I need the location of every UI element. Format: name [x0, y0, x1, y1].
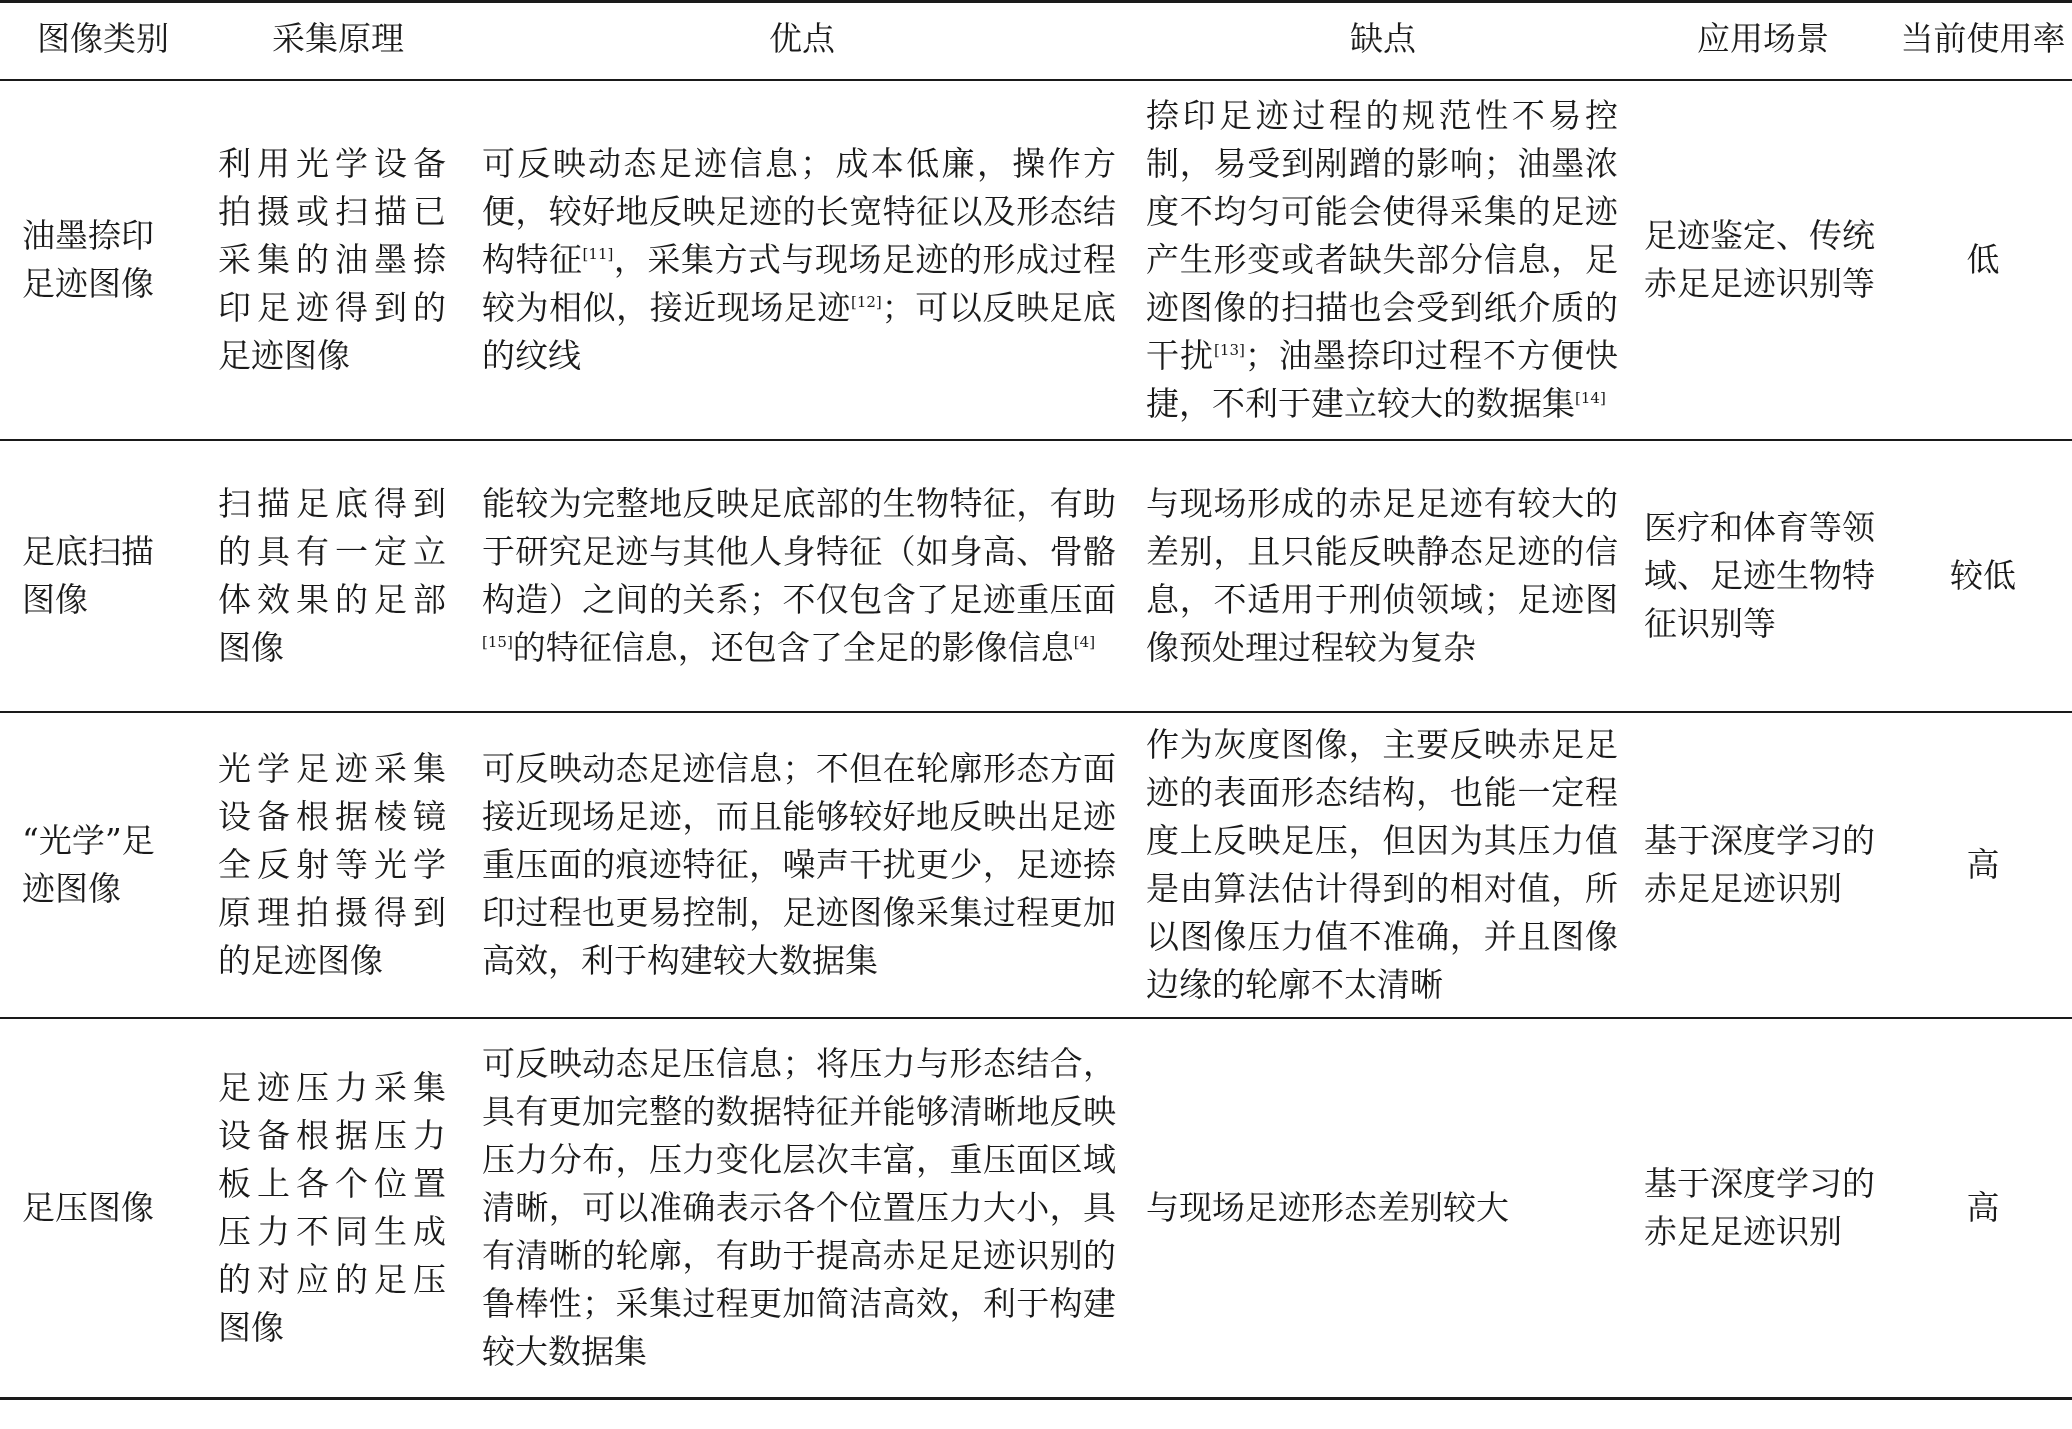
- table-row: [0, 80, 2072, 440]
- cell-disadvantages: [1134, 1018, 1632, 1398]
- citation-ref: [13]: [1214, 341, 1245, 359]
- cell-category: 足底扫描图像: [0, 440, 206, 712]
- cell-usage-rate: 低: [1894, 80, 2072, 440]
- advantage-text: ；可以反映足底的纹线: [482, 288, 1117, 375]
- advantage-text: 可反映动态足压信息；将压力与形态结合，具有更加完整的数据特征并能够清晰地反映压力分布，压力变化层次丰富，重压面区域清晰，可以准确表示各个位置压力大小，具有清晰的轮廓，有助于提高赤足足迹识别的鲁棒性；采集过程更加简洁高效，利于构建较大数据集: [482, 1043, 1116, 1371]
- citation-ref: [15]: [482, 633, 513, 651]
- cell-application: 医疗和体育等领域、足迹生物特征识别等: [1632, 440, 1894, 712]
- advantage-text: 可反映动态足迹信息；成本低廉，操作方便，较好地反映足迹的长宽特征以及形态结构特征: [482, 144, 1116, 279]
- header-disadvantages: 缺点: [1134, 2, 1632, 81]
- cell-advantages: [470, 440, 1134, 712]
- cell-principle: 利用光学设备拍摄或扫描已采集的油墨捺印足迹得到的足迹图像: [206, 80, 470, 440]
- advantage-text: 可反映动态足迹信息；不但在轮廓形态方面接近现场足迹，而且能够较好地反映出足迹重压面的痕迹特征，噪声干扰更少，足迹捺印过程也更易控制，足迹图像采集过程更加高效，利于构建较大数据集: [482, 749, 1116, 980]
- disadvantage-text: 与现场形成的赤足足迹有较大的差别，且只能反映静态足迹的信息，不适用于刑侦领域；足迹图像预处理过程较为复杂: [1146, 484, 1618, 667]
- header-image-category: 图像类别: [0, 2, 206, 81]
- header-advantages: 优点: [470, 2, 1134, 81]
- cell-usage-rate: 较低: [1894, 440, 2072, 712]
- header-usage-rate: 当前使用率: [1894, 2, 2072, 81]
- cell-principle: 扫描足底得到的具有一定立体效果的足部图像: [206, 440, 470, 712]
- cell-category: 足压图像: [0, 1018, 206, 1398]
- advantage-text: ，采集方式与现场足迹的形成过程较为相似，接近现场足迹: [482, 240, 1117, 327]
- cell-category: “光学”足迹图像: [0, 712, 206, 1018]
- cell-usage-rate: 高: [1894, 712, 2072, 1018]
- disadvantage-text: 与现场足迹形态差别较大: [1146, 1187, 1509, 1227]
- cell-disadvantages: [1134, 440, 1632, 712]
- cell-application: 基于深度学习的赤足足迹识别: [1632, 712, 1894, 1018]
- cell-disadvantages: [1134, 712, 1632, 1018]
- header-application: 应用场景: [1632, 2, 1894, 81]
- disadvantage-text: 捺印足迹过程的规范性不易控制，易受到剐蹭的影响；油墨浓度不均匀可能会使得采集的足迹产生形变或者缺失部分信息，足迹图像的扫描也会受到纸介质的干扰: [1146, 96, 1618, 375]
- disadvantage-text: 作为灰度图像，主要反映赤足足迹的表面形态结构，也能一定程度上反映足压，但因为其压力值是由算法估计得到的相对值，所以图像压力值不准确，并且图像边缘的轮廓不太清晰: [1146, 725, 1618, 1004]
- disadvantage-text: ；油墨捺印过程不方便快捷，不利于建立较大的数据集: [1146, 336, 1619, 423]
- cell-category: 油墨捺印足迹图像: [0, 80, 206, 440]
- cell-principle: 光学足迹采集设备根据棱镜全反射等光学原理拍摄得到的足迹图像: [206, 712, 470, 1018]
- table-row: [0, 712, 2072, 1018]
- cell-advantages: [470, 1018, 1134, 1398]
- cell-application: 足迹鉴定、传统赤足足迹识别等: [1632, 80, 1894, 440]
- citation-ref: [4]: [1073, 633, 1096, 651]
- citation-ref: [14]: [1575, 389, 1606, 407]
- table-row: [0, 1018, 2072, 1398]
- advantage-text: 能较为完整地反映足底部的生物特征，有助于研究足迹与其他人身特征（如身高、骨骼构造）之间的关系；不仅包含了足迹重压面: [482, 484, 1116, 619]
- cell-usage-rate: 高: [1894, 1018, 2072, 1398]
- cell-application: 基于深度学习的赤足足迹识别: [1632, 1018, 1894, 1398]
- cell-advantages: [470, 80, 1134, 440]
- cell-principle: 足迹压力采集设备根据压力板上各个位置压力不同生成的对应的足压图像: [206, 1018, 470, 1398]
- citation-ref: [11]: [582, 245, 614, 263]
- cell-advantages: [470, 712, 1134, 1018]
- advantage-text: 的特征信息，还包含了全足的影像信息: [512, 628, 1074, 667]
- header-principle: 采集原理: [206, 2, 470, 81]
- cell-disadvantages: [1134, 80, 1632, 440]
- table-row: [0, 440, 2072, 712]
- citation-ref: [12]: [850, 293, 882, 311]
- header-row: [0, 2, 2072, 81]
